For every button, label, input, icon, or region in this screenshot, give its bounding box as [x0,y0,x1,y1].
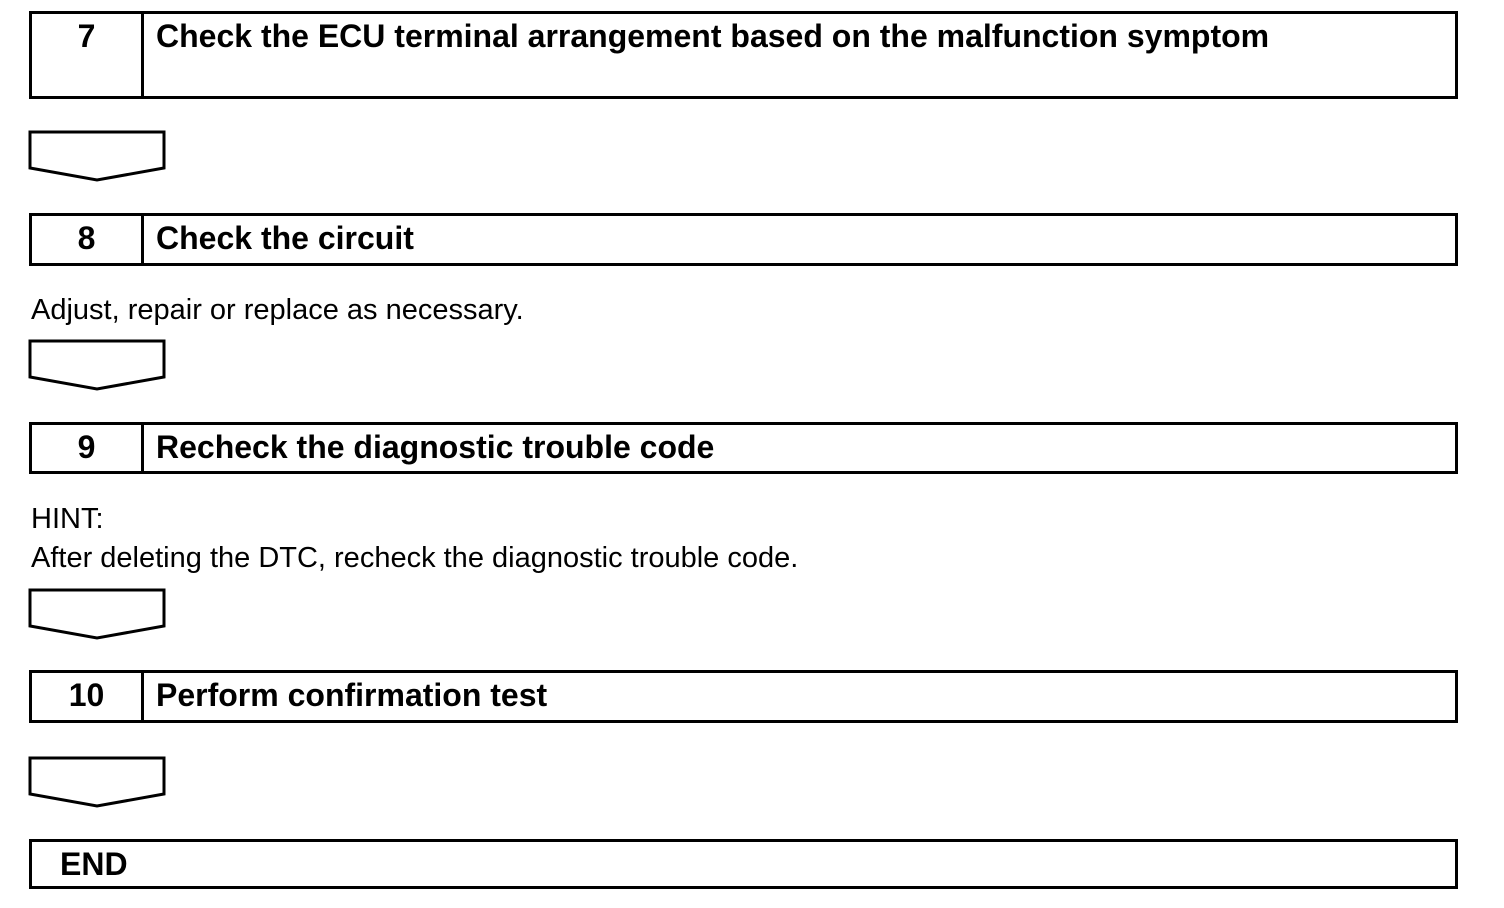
flow-arrow-icon [28,756,166,808]
flow-arrow-icon [28,339,166,391]
step-number: 9 [32,425,144,471]
step-8-box [29,213,1458,266]
step-10-box [29,670,1458,723]
end-label: END [60,846,128,882]
step-title: Check the circuit [156,220,414,256]
step-title: Check the ECU terminal arrangement based on the malfunction symptom [156,18,1270,54]
step-7-box [29,11,1458,99]
step-8-instruction: Adjust, repair or replace as necessary. [31,294,524,326]
hint-label: HINT: [31,503,104,535]
step-title: Perform confirmation test [156,677,548,713]
step-number: 8 [32,216,144,263]
end-box [29,839,1458,889]
hint-text: After deleting the DTC, recheck the diagnostic trouble code. [31,542,799,574]
step-number: 10 [32,673,144,720]
step-9-box [29,422,1458,474]
flow-arrow-icon [28,588,166,640]
flow-arrow-icon [28,130,166,182]
step-number: 7 [32,14,144,96]
step-title: Recheck the diagnostic trouble code [156,429,715,465]
